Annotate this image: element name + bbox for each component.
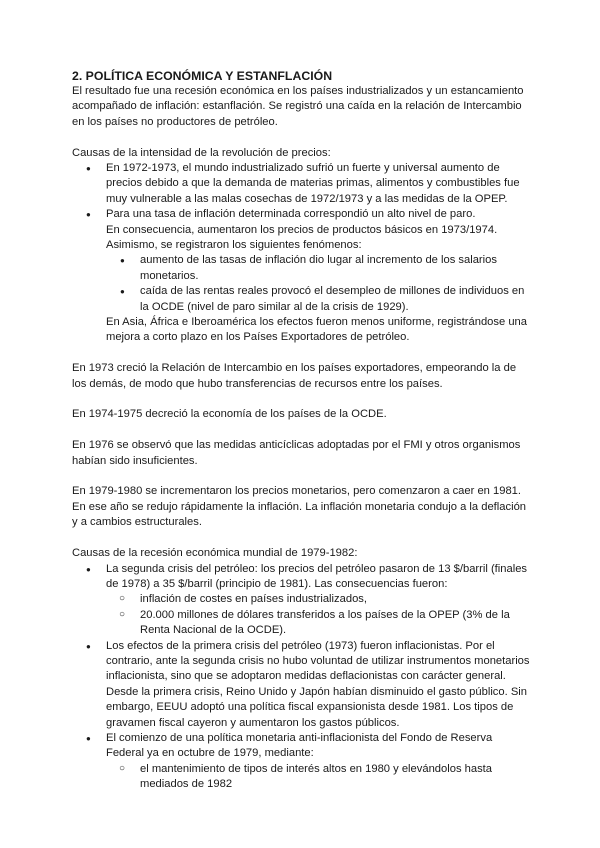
sub-list	[106, 762, 532, 793]
list-item-continuation: En consecuencia, aumentaron los precios de productos básicos en 1973/1974. Asimismo, se registraron los siguientes fenómenos:	[106, 223, 498, 252]
list-item	[72, 562, 532, 639]
list-item	[72, 207, 532, 346]
paragraph-1976: En 1976 se observó que las medidas anticíclicas adoptadas por el FMI y otros organismos habían sido insuficientes.	[72, 439, 521, 467]
sub-list-item: ● caída de las rentas reales provocó el desempleo de millones de individuos en la OCDE (nivel de paro similar al de la crisis de 1929).	[106, 284, 532, 315]
section2-heading: Causas de la recesión económica mundial de 1979-1982:	[72, 547, 358, 560]
list-item-text: En 1972-1973, el mundo industrializado sufrió un fuerte y universal aumento de precios debido a que la demanda de materias primas, alimentos y combustibles fue muy vulnerable a las malas cosechas de 1972/1973 y a las medidas de la OPEP.	[106, 162, 520, 205]
sub-list-item: ● aumento de las tasas de inflación dio lugar al incremento de los salarios monetarios.	[106, 253, 532, 284]
list-item	[72, 161, 532, 207]
list-item-text: Los efectos de la primera crisis del petróleo (1973) fueron inflacionistas. Por el contrario, ante la segunda crisis no hubo voluntad de utilizar instrumentos monetarios inflacionista, sino que se adoptaron medidas deflacionistas con carácter general. Desde la primera crisis, Reino Unido y Japón habían disminuido el gasto público. Sin embargo, EEUU adoptó una política fiscal expansionista desde 1981. Los tipos de gravamen fiscal cayeron y aumentaron los gastos públicos.	[106, 639, 530, 729]
section1-heading: Causas de la intensidad de la revolución de precios:	[72, 146, 331, 159]
paragraph-1973: En 1973 creció la Relación de Intercambio en los países exportadores, empeorando la de los demás, de modo que hubo transferencias de recursos entre los países.	[72, 362, 517, 390]
sub-list	[106, 592, 532, 638]
document-content	[72, 68, 532, 793]
list-item-text: ● La segunda crisis del petróleo: los precios del petróleo pasaron de 13 $/barril (finales de 1978) a 35 $/barril (principio de 1981). Las consecuencias fueron:	[106, 562, 528, 590]
sub-list-item: ○ el mantenimiento de tipos de interés altos en 1980 y elevándolos hasta mediados de 1982	[106, 762, 532, 793]
sub-list-item: ○ 20.000 millones de dólares transferidos a los países de la OPEP (3% de la Renta Nacional de la OCDE).	[106, 608, 532, 639]
section-title: 2. POLÍTICA ECONÓMICA Y ESTANFLACIÓN	[72, 69, 333, 83]
section1-list	[72, 161, 532, 346]
list-item-text: ● El comienzo de una política monetaria anti-inflacionista del Fondo de Reserva Federal ya en octubre de 1979, mediante:	[106, 731, 493, 760]
intro-paragraph: El resultado fue una recesión económica en los países industrializados y un estancamiento acompañado de inflación: estanflación. Se registró una caída en la relación de Intercambio en los países no productores de petróleo.	[72, 85, 524, 128]
list-item-text: ● Para una tasa de inflación determinada correspondió un alto nivel de paro.	[106, 208, 476, 221]
paragraph-1974: En 1974-1975 decreció la economía de los países de la OCDE.	[72, 408, 387, 421]
sub-list	[106, 253, 532, 315]
list-item	[72, 731, 532, 793]
list-item-continuation: En Asia, África e Iberoamérica los efectos fueron menos uniforme, registrándose una mejora a corto plazo en los Países Exportadores de petróleo.	[106, 316, 527, 344]
section2-list	[72, 562, 532, 793]
sub-list-item: ○ inflación de costes en países industrializados,	[106, 592, 532, 607]
paragraph-1979: En 1979-1980 se incrementaron los precios monetarios, pero comenzaron a caer en 1981. En ese año se redujo rápidamente la inflación. La inflación monetaria condujo a la deflación y a cambios estructurales.	[72, 485, 527, 529]
list-item	[72, 639, 532, 731]
